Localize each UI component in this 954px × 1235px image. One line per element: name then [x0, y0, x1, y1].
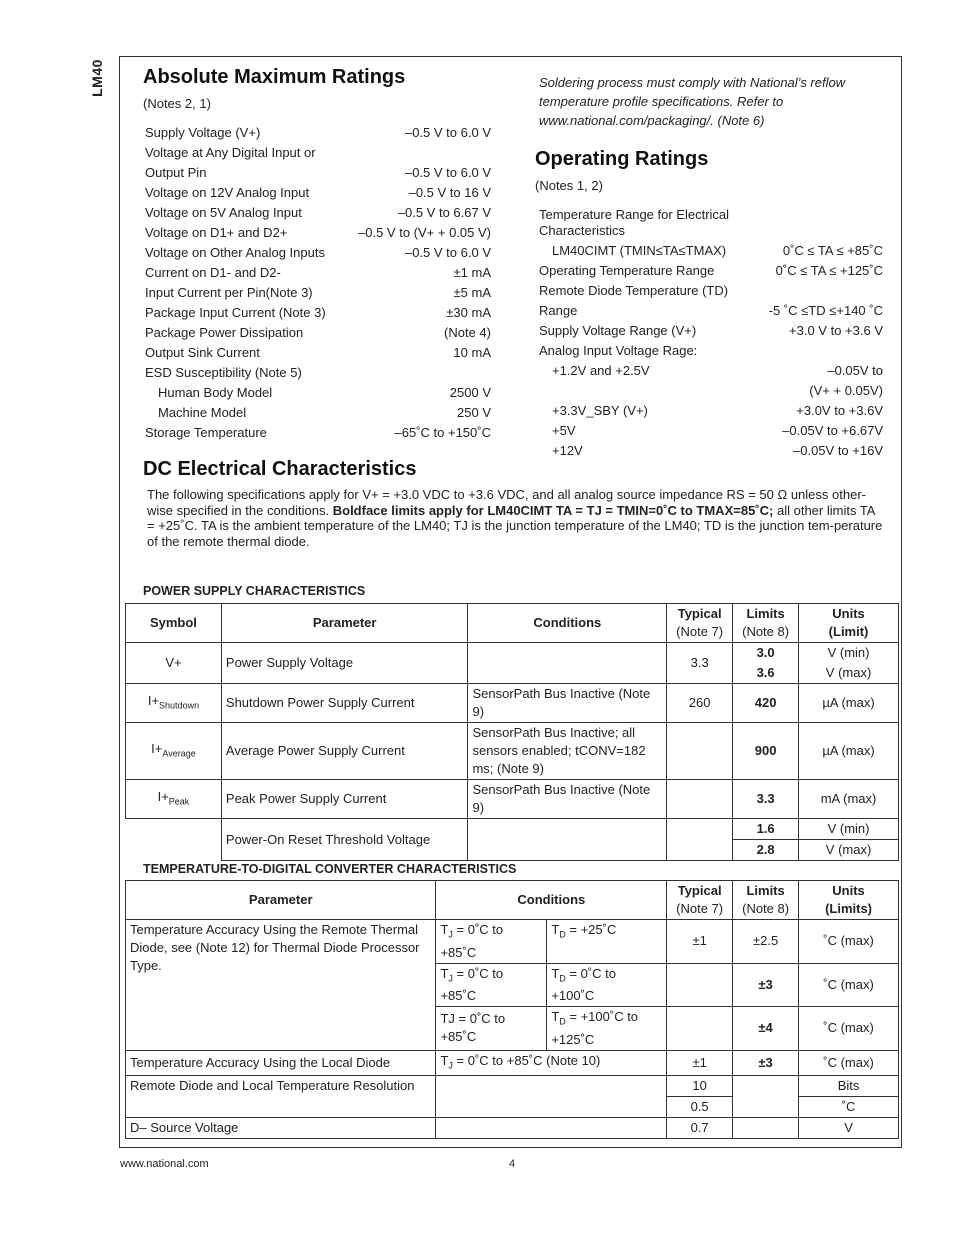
rating-value	[344, 143, 491, 163]
rating-label: Range	[539, 303, 578, 318]
power-supply-title: POWER SUPPLY CHARACTERISTICS	[143, 584, 366, 598]
rating-value: –65˚C to +150˚C	[394, 425, 491, 440]
rating-label: Supply Voltage Range (V+)	[539, 323, 697, 338]
symbol-cell: $I+_{Shutdown}$	[126, 684, 222, 723]
rating-row	[539, 321, 883, 341]
dc-intro-bold: Boldface limits apply for LM40CIMT TA = TJ = TMIN=0˚C to TMAX=85˚C;	[332, 502, 774, 518]
op-ratings-section	[535, 148, 885, 461]
symbol-cell: $I+_{Average}$	[126, 723, 222, 780]
limit-cell	[733, 1076, 799, 1118]
rating-row	[145, 163, 491, 183]
rating-row	[145, 403, 491, 423]
typical-cell: ±1	[667, 1050, 733, 1076]
unit-cell: V	[799, 1118, 899, 1139]
typical-cell	[667, 1007, 733, 1051]
power-supply-table	[125, 603, 899, 861]
tj-condition-cell: TJ = 0˚C to +85˚C	[436, 1007, 547, 1051]
rating-row	[145, 283, 491, 303]
part-number-tag: LM40	[88, 59, 105, 97]
parameter-cell: D– Source Voltage	[126, 1118, 436, 1139]
rating-label: +12V	[552, 443, 583, 458]
table-row	[126, 684, 899, 723]
parameter-cell: Temperature Accuracy Using the Local Diode	[126, 1050, 436, 1076]
tdc-title: TEMPERATURE-TO-DIGITAL CONVERTER CHARACTERISTICS	[143, 862, 517, 876]
rating-label: Voltage on D1+ and D2+	[145, 225, 288, 240]
rating-label: Human Body Model	[158, 385, 273, 400]
col-typical: Typical (Note 7)	[667, 881, 733, 920]
limit-cell: 900	[733, 723, 799, 780]
table-row	[126, 643, 899, 664]
unit-cell: ˚C (max)	[799, 1007, 899, 1051]
rating-label: +5V	[552, 423, 576, 438]
unit-cell: ˚C (max)	[799, 920, 899, 964]
rating-value: ±1 mA	[453, 265, 491, 280]
rating-label	[539, 381, 769, 401]
rating-row	[145, 323, 491, 343]
page-number: 4	[509, 1158, 516, 1170]
col-parameter: Parameter	[126, 881, 436, 920]
rating-value: +3.0 V to +3.6 V	[789, 323, 883, 338]
limit-cell: ±2.5	[733, 920, 799, 964]
unit-cell: V (min)	[799, 643, 899, 664]
rating-row	[145, 243, 491, 263]
unit-cell: ˚C (max)	[799, 963, 899, 1007]
limit-cell: 1.6	[733, 819, 799, 840]
rating-value	[769, 281, 883, 301]
rating-row	[539, 381, 883, 401]
parameter-cell: Temperature Accuracy Using the Remote Thermal Diode, see (Note 12) for Thermal Diode Processor Type.	[126, 920, 436, 1051]
typical-cell: 0.7	[667, 1118, 733, 1139]
unit-cell: V (max)	[799, 663, 899, 684]
rating-row	[145, 183, 491, 203]
footer-url[interactable]: www.national.com	[120, 1158, 209, 1170]
conditions-cell: SensorPath Bus Inactive (Note 9)	[468, 684, 667, 723]
rating-value: ±30 mA	[446, 305, 491, 320]
rating-value: –0.5 V to 16 V	[408, 185, 491, 200]
rating-row	[539, 361, 883, 381]
limit-cell: 420	[733, 684, 799, 723]
rating-label: Remote Diode Temperature (TD)	[539, 283, 729, 298]
col-units: Units (Limit)	[799, 604, 899, 643]
td-condition-cell: $T_D$ = +100˚C to +125˚C	[547, 1007, 667, 1051]
rating-value: –0.5 V to 6.0 V	[404, 125, 491, 140]
op-ratings-notes: (Notes 1, 2)	[535, 178, 603, 193]
parameter-cell: Power Supply Voltage	[221, 643, 468, 684]
parameter-cell: Average Power Supply Current	[221, 723, 468, 780]
conditions-cell	[468, 643, 667, 684]
col-units: Units (Limits)	[799, 881, 899, 920]
typical-cell	[667, 723, 733, 780]
limit-cell: 2.8	[733, 840, 799, 861]
rating-label: Package Input Current (Note 3)	[145, 305, 326, 320]
dc-intro	[147, 487, 883, 549]
rating-label: Input Current per Pin(Note 3)	[145, 285, 313, 300]
typical-cell: 0.5	[667, 1097, 733, 1118]
unit-cell: mA (max)	[799, 780, 899, 819]
rating-value	[769, 205, 883, 241]
rating-label: +3.3V_SBY (V+)	[552, 403, 648, 418]
rating-value: ±5 mA	[453, 285, 491, 300]
rating-row	[539, 301, 883, 321]
typical-cell: 10	[667, 1076, 733, 1097]
rating-label: Machine Model	[158, 405, 247, 420]
typical-cell	[667, 819, 733, 861]
rating-label: Output Sink Current	[145, 345, 260, 360]
limit-cell: 3.0	[733, 643, 799, 664]
limit-cell: 3.6	[733, 663, 799, 684]
abs-max-title: Absolute Maximum Ratings	[143, 66, 406, 88]
unit-cell: V (max)	[799, 840, 899, 861]
tdc-table	[125, 880, 899, 1139]
op-ratings-title: Operating Ratings	[535, 148, 709, 170]
table-header-row	[126, 881, 899, 920]
symbol-cell: $I+_{Peak}$	[126, 780, 222, 819]
rating-row	[145, 143, 491, 163]
col-conditions: Conditions	[436, 881, 667, 920]
rating-label: Package Power Dissipation	[145, 325, 304, 340]
rating-row	[145, 303, 491, 323]
parameter-cell: Remote Diode and Local Temperature Resolution	[126, 1076, 436, 1118]
rating-row	[539, 205, 883, 241]
parameter-cell: Shutdown Power Supply Current	[221, 684, 468, 723]
dc-intro-1: The following specifications apply for V+ = +3.0 VDC to +3.6 VDC, and all analog source impedance RS = 50 Ω unless other-wise specified in the conditions.	[147, 487, 866, 518]
rating-label: Output Pin	[145, 165, 207, 180]
rating-row	[539, 261, 883, 281]
unit-cell: µA (max)	[799, 723, 899, 780]
rating-value: 10 mA	[453, 345, 491, 360]
col-typical: Typical (Note 7)	[667, 604, 733, 643]
rating-value: –0.5 V to 6.67 V	[397, 205, 491, 220]
abs-max-section	[143, 66, 493, 443]
rating-value: –0.5 V to 6.0 V	[404, 165, 491, 180]
rating-label: Voltage at Any Digital Input or	[145, 145, 316, 160]
rating-row	[145, 223, 491, 243]
rating-label: Temperature Range for Electrical Characteristics	[539, 207, 730, 238]
conditions-cell	[468, 819, 667, 861]
rating-row	[145, 363, 491, 383]
rating-value: (V+ + 0.05V)	[809, 383, 883, 398]
unit-cell: ˚C	[799, 1097, 899, 1118]
rating-label: Operating Temperature Range	[539, 263, 715, 278]
dc-section	[143, 458, 883, 549]
rating-row	[145, 263, 491, 283]
limit-cell: ±3	[733, 963, 799, 1007]
dc-title: DC Electrical Characteristics	[143, 458, 417, 480]
limit-cell: ±4	[733, 1007, 799, 1051]
typical-cell: 3.3	[667, 643, 733, 684]
rating-value: –0.05V to +6.67V	[782, 423, 883, 438]
tj-condition-cell: $T_J$ = 0˚C to +85˚C	[436, 920, 547, 964]
abs-max-table	[145, 123, 491, 443]
rating-label: Voltage on 12V Analog Input	[145, 185, 310, 200]
rating-row	[539, 281, 883, 301]
conditions-cell: $T_J$ = 0˚C to +85˚C (Note 10)	[436, 1050, 667, 1076]
rating-value: –0.5 V to 6.0 V	[404, 245, 491, 260]
rating-row	[539, 401, 883, 421]
limit-cell	[733, 1118, 799, 1139]
symbol-cell	[126, 819, 222, 861]
dc-intro-2: all other limits TA = +25˚C. TA is the ambient temperature of the LM40; TJ is the junction temperature of the LM40; TD is the junction tem-perature of the remote thermal diode.	[147, 502, 883, 549]
unit-cell: Bits	[799, 1076, 899, 1097]
rating-value: –0.05V to	[827, 363, 883, 378]
table-row	[126, 723, 899, 780]
abs-max-notes: (Notes 2, 1)	[143, 96, 211, 111]
op-ratings-table	[539, 205, 883, 461]
rating-label: +1.2V and +2.5V	[552, 363, 650, 378]
unit-cell: V (min)	[799, 819, 899, 840]
rating-value	[769, 341, 883, 361]
col-conditions: Conditions	[468, 604, 667, 643]
rating-row	[539, 241, 883, 261]
symbol-cell: V+	[126, 643, 222, 684]
tj-condition-cell: $T_J$ = 0˚C to +85˚C	[436, 963, 547, 1007]
rating-value: 2500 V	[449, 385, 491, 400]
col-parameter: Parameter	[221, 604, 468, 643]
table-header-row	[126, 604, 899, 643]
parameter-cell: Power-On Reset Threshold Voltage	[221, 819, 468, 861]
typical-cell	[667, 963, 733, 1007]
rating-row	[145, 203, 491, 223]
unit-cell: ˚C (max)	[799, 1050, 899, 1076]
table-row	[126, 819, 899, 840]
rating-row	[145, 423, 491, 443]
table-row	[126, 920, 899, 964]
typical-cell: 260	[667, 684, 733, 723]
rating-label: Voltage on Other Analog Inputs	[145, 245, 325, 260]
typical-cell	[667, 780, 733, 819]
table-row	[126, 1050, 899, 1076]
rating-value: -5 ˚C ≤TD ≤+140 ˚C	[768, 303, 883, 318]
td-condition-cell: $T_D$ = 0˚C to +100˚C	[547, 963, 667, 1007]
rating-row	[145, 383, 491, 403]
limit-cell: ±3	[733, 1050, 799, 1076]
td-condition-cell: $T_D$ = +25˚C	[547, 920, 667, 964]
rating-label: Current on D1- and D2-	[145, 265, 281, 280]
rating-value: 0˚C ≤ TA ≤ +125˚C	[775, 263, 883, 278]
rating-value: (Note 4)	[444, 325, 491, 340]
rating-row	[145, 123, 491, 143]
conditions-cell: SensorPath Bus Inactive; all sensors enabled; tCONV=182 ms; (Note 9)	[468, 723, 667, 780]
rating-row	[539, 341, 883, 361]
rating-label: Voltage on 5V Analog Input	[145, 205, 302, 220]
rating-label: Storage Temperature	[145, 425, 267, 440]
col-symbol: Symbol	[126, 604, 222, 643]
typical-cell: ±1	[667, 920, 733, 964]
rating-label: Analog Input Voltage Rage:	[539, 343, 698, 358]
col-limits: Limits (Note 8)	[733, 881, 799, 920]
limit-cell: 3.3	[733, 780, 799, 819]
rating-value: –0.05V to +16V	[793, 443, 883, 458]
conditions-cell: SensorPath Bus Inactive (Note 9)	[468, 780, 667, 819]
table-row	[126, 1118, 899, 1139]
col-limits: Limits (Note 8)	[733, 604, 799, 643]
conditions-cell	[436, 1076, 667, 1118]
rating-label: LM40CIMT (TMIN≤TA≤TMAX)	[552, 243, 727, 258]
rating-label: Supply Voltage (V+)	[145, 125, 261, 140]
rating-label: ESD Susceptibility (Note 5)	[145, 365, 302, 380]
table-row	[126, 1076, 899, 1097]
parameter-cell: Peak Power Supply Current	[221, 780, 468, 819]
rating-value: +3.0V to +3.6V	[796, 403, 883, 418]
soldering-note: Soldering process must comply with National’s reflow temperature profile specifications. Refer to www.national.com/packaging/. (Note 6)	[539, 75, 846, 128]
table-row	[126, 780, 899, 819]
rating-value: 0˚C ≤ TA ≤ +85˚C	[782, 243, 883, 258]
unit-cell: µA (max)	[799, 684, 899, 723]
rating-value	[344, 363, 491, 383]
rating-row	[539, 421, 883, 441]
rating-row	[145, 343, 491, 363]
conditions-cell	[436, 1118, 667, 1139]
rating-value: 250 V	[457, 405, 491, 420]
rating-value: –0.5 V to (V+ + 0.05 V)	[358, 225, 491, 240]
